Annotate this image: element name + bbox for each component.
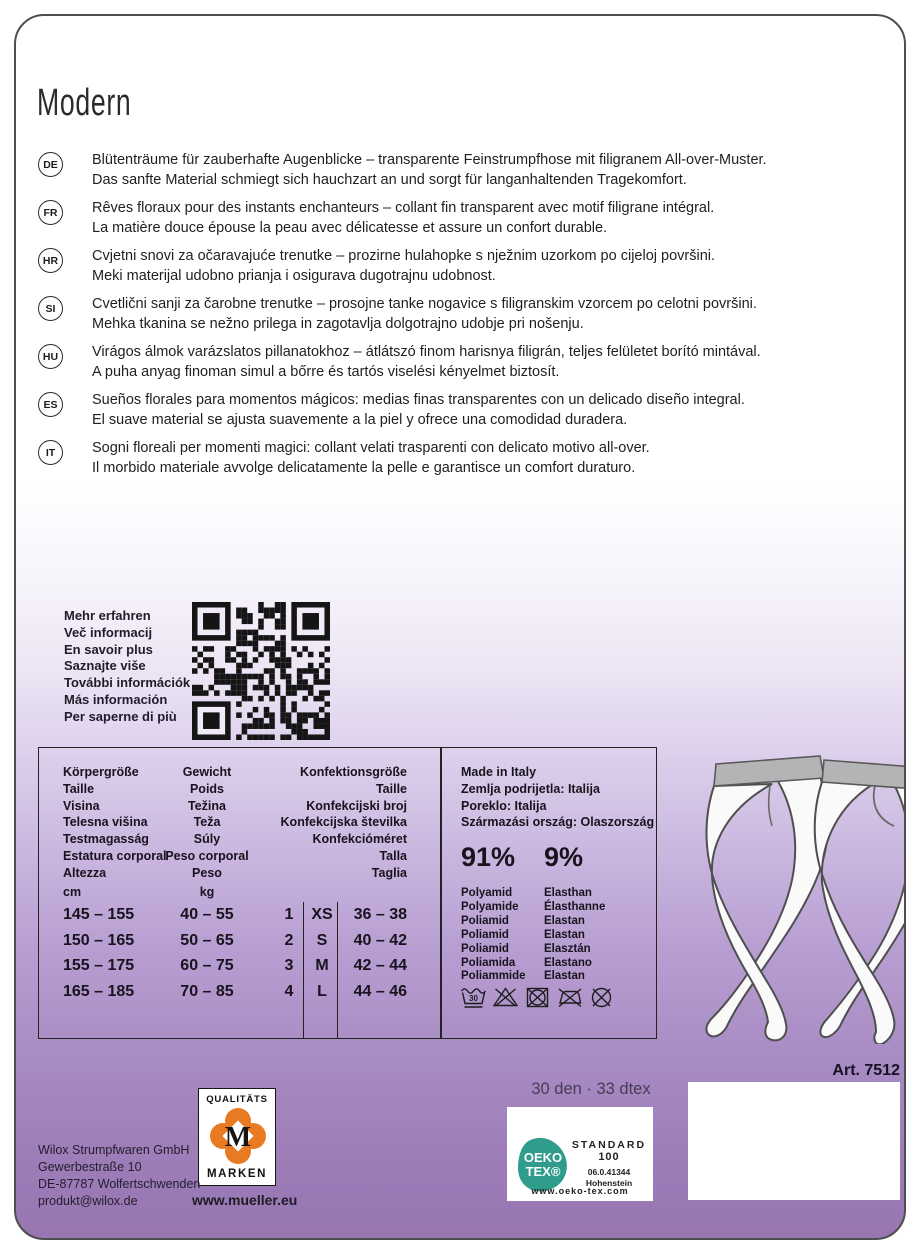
size-letter: L — [317, 982, 327, 1000]
fibre-name: Elastano — [544, 956, 592, 969]
address-line: Gewerbestraße 10 — [38, 1160, 142, 1174]
blank-label-box — [688, 1082, 900, 1200]
header-line: Konfekcijska številka — [280, 815, 407, 830]
height-range: 145 – 155 — [63, 906, 135, 923]
fibre-name: Polyamid — [461, 887, 513, 899]
oeko-standard-text: STANDARD — [571, 1139, 647, 1151]
learn-more-line: Več informacij — [64, 624, 153, 640]
fibre-name: Poliamid — [461, 914, 509, 927]
size-number: 3 — [284, 957, 294, 974]
description-line: Cvetlični sanji za čarobne trenutke – prosojne tanke nogavice s filigranskim vzorcem po celotni površini. — [92, 296, 757, 312]
language-badge-it: IT — [38, 440, 63, 465]
height-range: 150 – 165 — [63, 931, 135, 949]
wash-30-gentle-icon — [460, 985, 487, 1010]
learn-more-line: Mehr erfahren — [64, 608, 151, 623]
learn-more-line: Per saperne di più — [64, 708, 177, 724]
description-line: Virágos álmok varázslatos pillanatokhoz – átlátszó finom harisnya filigrán, teljes felületet borító mintával. — [92, 344, 761, 360]
weight-range: 40 – 55 — [180, 906, 234, 923]
svg-text:M: M — [224, 1122, 252, 1153]
size-and-composition-panel — [38, 747, 657, 1039]
address-line: Wilox Strumpfwaren GmbH — [38, 1143, 190, 1157]
description-line: Blütenträume für zauberhafte Augenblicke – transparente Feinstrumpfhose mit filigranem All-over-Muster. — [92, 152, 767, 168]
weight-range: 50 – 65 — [180, 931, 234, 949]
size-range: 36 – 38 — [353, 906, 407, 923]
size-row-1 — [39, 906, 440, 926]
language-text-fr — [92, 198, 714, 238]
main-fibre-list — [461, 887, 526, 984]
logo-top-text: QUALITÄTS — [206, 1094, 268, 1105]
address-line: produkt@wilox.de — [38, 1194, 138, 1208]
oeko-institute: Hohenstein — [585, 1178, 633, 1188]
language-badge-si: SI — [38, 296, 63, 321]
oeko-tex-label — [507, 1107, 653, 1201]
header-line: Težina — [188, 798, 226, 813]
panel-divider — [440, 748, 442, 1038]
header-line: Körpergröße — [63, 765, 139, 779]
learn-more-line: Saznajte više — [64, 658, 146, 674]
header-line: Taglia — [371, 865, 407, 880]
header-line: Konfektionsgröße — [300, 765, 407, 779]
size-letter: XS — [311, 906, 333, 923]
weight-unit: kg — [199, 885, 215, 899]
description-line: Cvjetni snovi za očaravajuće trenutke – prozirne hulahopke s nježnim uzorkom po cijeloj površini. — [92, 248, 716, 264]
description-line: Rêves floraux pour des instants enchanteurs – collant fin transparent avec motif filigrane intégral. — [92, 200, 715, 216]
size-letter: S — [316, 931, 328, 949]
description-line: A puha anyag finoman simul a bőrre és tartós viselési kényelmet biztosít. — [92, 364, 560, 380]
language-block-fr — [38, 198, 878, 238]
qualitaets-marken-logo — [198, 1088, 276, 1186]
language-badge-es: ES — [38, 392, 63, 417]
size-number: 2 — [284, 931, 294, 949]
manufacturer-address — [38, 1142, 200, 1210]
language-block-si — [38, 294, 878, 334]
size-letter: M — [315, 957, 329, 974]
header-line: Peso corporal — [165, 848, 249, 863]
learn-more-line: További információk — [64, 675, 191, 691]
description-line: Sueños florales para momentos mágicos: medias finas transparentes con un delicado diseño integral. — [92, 392, 745, 408]
size-row-3 — [39, 957, 440, 977]
size-range: 44 – 46 — [353, 982, 407, 1000]
language-text-it — [92, 438, 650, 478]
origin-line: Származási ország: Olaszország — [461, 815, 655, 830]
brand-website: www.mueller.eu — [192, 1192, 298, 1208]
fibre-name: Elasthan — [544, 887, 592, 899]
header-line: Telesna višina — [63, 815, 148, 830]
description-line: Il morbido materiale avvolge delicatamente la pelle e garantisce un comfort duraturo. — [92, 460, 636, 476]
fibre-name: Poliammide — [461, 970, 526, 983]
tights-illustrations — [676, 748, 904, 1044]
qr-code — [192, 602, 330, 740]
header-line: Estatura corporal — [63, 848, 167, 863]
language-descriptions — [38, 150, 878, 486]
size-row-2 — [39, 932, 440, 952]
learn-more-labels — [64, 608, 190, 726]
language-block-de — [38, 150, 878, 190]
product-title: Modern — [37, 82, 132, 124]
header-line: Peso — [192, 865, 222, 880]
fibre-name: Elastan — [544, 928, 585, 941]
do-not-bleach-icon — [492, 985, 519, 1010]
language-block-hu — [38, 342, 878, 382]
language-text-si — [92, 294, 757, 334]
origin-line: Made in Italy — [461, 765, 537, 779]
language-badge-hu: HU — [38, 344, 63, 369]
language-badge-fr: FR — [38, 200, 63, 225]
denier-text: 30 den · 33 dtex — [531, 1080, 651, 1098]
learn-more-line: Más información — [64, 691, 168, 707]
origin-block — [461, 764, 654, 831]
tights-front-illustration — [706, 756, 827, 1040]
language-text-hr — [92, 246, 715, 286]
language-badge-hr: HR — [38, 248, 63, 273]
header-line: Testmagasság — [63, 832, 149, 847]
language-block-it — [38, 438, 878, 478]
height-range: 165 – 185 — [63, 982, 135, 1000]
learn-more-line: En savoir plus — [64, 641, 153, 657]
fibre-name: Elasztán — [544, 942, 591, 955]
fibre-name: Poliamida — [461, 956, 516, 969]
header-line: Teža — [193, 815, 221, 830]
tights-back-illustration — [815, 760, 904, 1044]
size-number: 1 — [284, 906, 294, 923]
header-line: Súly — [193, 832, 221, 847]
language-text-hu — [92, 342, 761, 382]
description-line: Sogni floreali per momenti magici: collant velati trasparenti con delicato motivo all-over. — [92, 440, 650, 456]
header-line: Taille — [63, 781, 95, 796]
do-not-dry-clean-icon — [588, 985, 615, 1010]
size-number: 4 — [284, 982, 294, 1000]
package-card — [14, 14, 906, 1240]
language-text-es — [92, 390, 745, 430]
size-row-4 — [39, 983, 440, 1003]
origin-line: Poreklo: Italija — [461, 798, 547, 813]
header-line: Konfekcijski broj — [306, 798, 407, 813]
header-line: Visina — [63, 798, 100, 813]
height-range: 155 – 175 — [63, 957, 135, 974]
article-number: Art. 7512 — [832, 1062, 900, 1079]
weight-range: 60 – 75 — [180, 957, 234, 974]
size-range: 42 – 44 — [353, 957, 407, 974]
oeko-tex-drop-icon — [517, 1135, 569, 1193]
description-line: El suave material se ajusta suavemente a la piel y ofrece una comodidad duradera. — [92, 412, 628, 428]
address-line: DE-87787 Wolfertschwenden — [38, 1177, 201, 1191]
fibre-name: Elastan — [544, 914, 585, 927]
header-line: Gewicht — [182, 765, 232, 779]
fibre-name: Élasthanne — [544, 900, 606, 913]
second-percentage: 9% — [544, 842, 584, 872]
description-line: Das sanfte Material schmiegt sich hauchzart an und sorgt für langanhaltenden Tragekomfort. — [92, 172, 687, 188]
fibre-name: Polyamide — [461, 900, 519, 913]
header-line: Poids — [189, 781, 225, 796]
size-range: 40 – 42 — [353, 931, 407, 949]
description-line: La matière douce épouse la peau avec délicatesse et assure un confort durable. — [92, 220, 608, 236]
language-text-de — [92, 150, 767, 190]
care-symbols — [460, 985, 615, 1010]
description-line: Mehka tkanina se nežno prilega in zagotavlja dolgotrajno udobje pri nošenju. — [92, 316, 584, 332]
description-line: Meki materijal udobno prianja i osigurava dugotrajnu udobnost. — [92, 268, 496, 284]
header-line: Altezza — [63, 865, 107, 880]
svg-text:30: 30 — [469, 994, 478, 1003]
oeko-100-text: 100 — [598, 1151, 620, 1163]
weight-range: 70 – 85 — [180, 982, 234, 1000]
origin-line: Zemlja podrijetla: Italija — [461, 781, 600, 796]
svg-text:OEKO: OEKO — [523, 1150, 563, 1165]
header-line: Taille — [375, 781, 407, 796]
height-unit: cm — [63, 885, 82, 899]
header-line: Konfekcióméret — [312, 832, 407, 847]
fibre-name: Poliamid — [461, 942, 509, 955]
fibre-name: Poliamid — [461, 928, 509, 941]
language-block-hr — [38, 246, 878, 286]
oeko-cert-number: 06.0.41344 — [587, 1167, 631, 1177]
fibre-name: Elastan — [544, 970, 585, 983]
logo-bottom-text: MARKEN — [206, 1168, 268, 1180]
do-not-iron-icon — [556, 985, 583, 1010]
language-block-es — [38, 390, 878, 430]
main-percentage: 91% — [461, 842, 516, 872]
oeko-url: www.oeko-tex.com — [531, 1186, 629, 1196]
header-line: Talla — [379, 848, 407, 863]
language-badge-de: DE — [38, 152, 63, 177]
second-fibre-list — [544, 887, 605, 984]
size-column-header — [239, 764, 407, 882]
quatrefoil-m-icon — [210, 1108, 266, 1164]
svg-text:TEX®: TEX® — [525, 1164, 561, 1179]
do-not-tumble-dry-icon — [524, 985, 551, 1010]
